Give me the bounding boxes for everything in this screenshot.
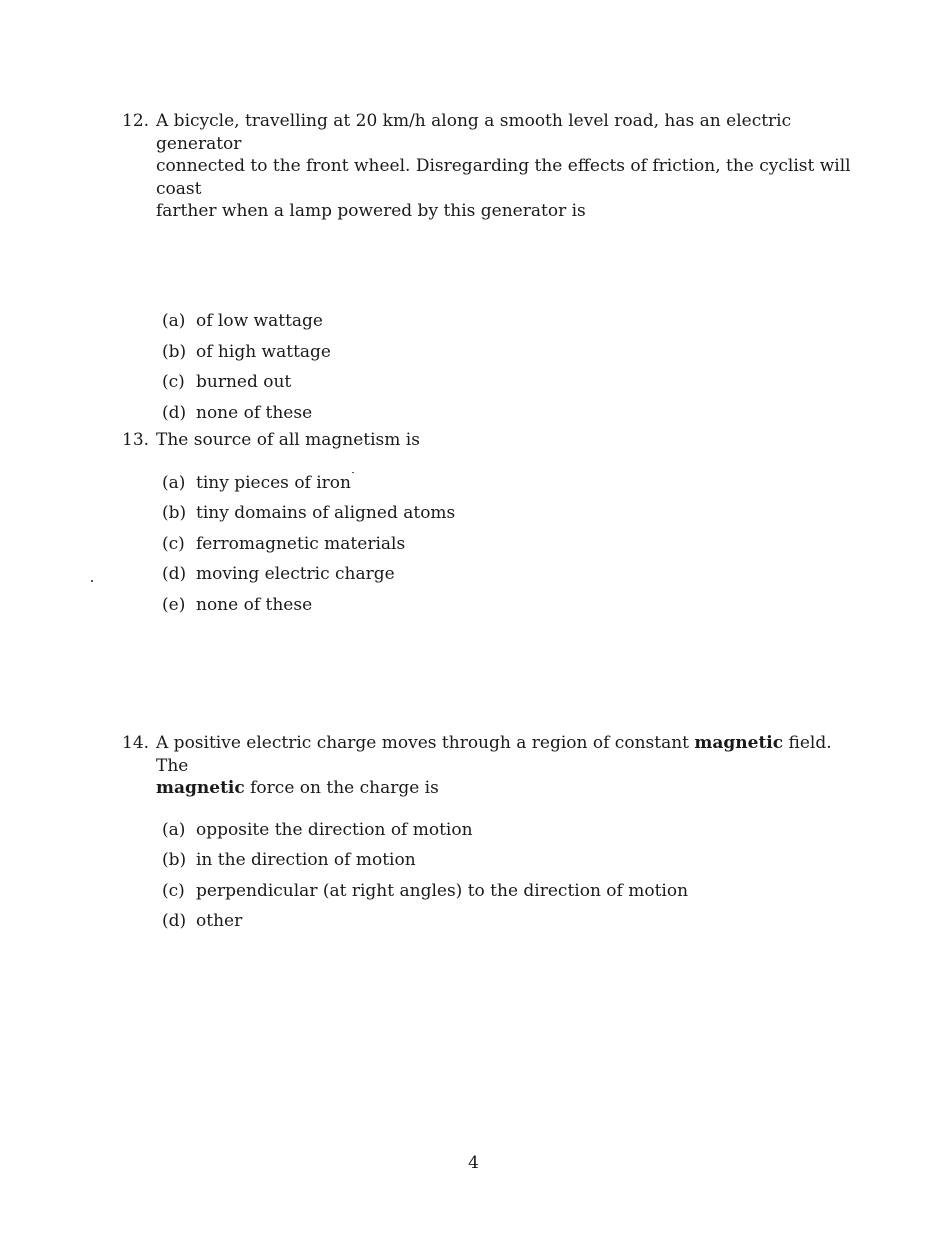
option-label: (d)	[162, 910, 187, 931]
option-d[interactable]	[162, 910, 242, 932]
option-text: tiny domains of aligned atoms	[196, 502, 456, 523]
question-stem	[122, 110, 862, 223]
option-d[interactable]	[162, 402, 312, 424]
option-text: in the direction of motion	[196, 849, 416, 870]
option-text: ferromagnetic materials	[196, 533, 406, 554]
option-text: none of these	[196, 402, 313, 423]
question-text	[156, 732, 862, 800]
option-label: (a)	[162, 472, 186, 493]
stem-text: field. The	[156, 733, 832, 776]
option-text: of low wattage	[196, 310, 323, 331]
stem-line: farther when a lamp powered by this generator is	[156, 201, 586, 221]
option-a[interactable]	[162, 310, 323, 332]
option-label: (c)	[162, 371, 185, 392]
option-text: perpendicular (at right angles) to the direction of motion	[196, 880, 689, 901]
option-label: (b)	[162, 502, 187, 523]
page-number: 4	[468, 1153, 479, 1173]
question-12	[122, 110, 862, 423]
question-text	[156, 110, 862, 223]
option-b[interactable]	[162, 502, 455, 524]
option-label: (d)	[162, 563, 187, 584]
option-text: tiny pieces of iron	[196, 472, 351, 493]
option-text: moving electric charge	[196, 563, 395, 584]
question-number: 12.	[122, 111, 150, 131]
question-text	[156, 429, 862, 452]
option-text: none of these	[196, 594, 313, 615]
option-c[interactable]	[162, 371, 291, 393]
question-number: 13.	[122, 430, 150, 450]
option-b[interactable]	[162, 849, 416, 871]
option-label: (c)	[162, 533, 185, 554]
option-label: (a)	[162, 310, 186, 331]
option-label: (c)	[162, 880, 185, 901]
option-label: (b)	[162, 341, 187, 362]
stem-text: A positive electric charge moves through a region of constant	[156, 733, 695, 753]
option-text: opposite the direction of motion	[196, 819, 473, 840]
emphasized-term: magnetic	[694, 733, 784, 753]
option-a[interactable]	[162, 819, 473, 841]
option-b[interactable]	[162, 341, 331, 363]
option-e[interactable]	[162, 594, 312, 616]
question-14	[122, 732, 862, 931]
emphasized-term: magnetic	[156, 778, 245, 798]
option-c[interactable]	[162, 533, 405, 555]
option-text: of high wattage	[196, 341, 331, 362]
option-label: (b)	[162, 849, 187, 870]
option-label: (d)	[162, 402, 187, 423]
question-number: 14.	[122, 733, 150, 753]
option-text: burned out	[196, 371, 292, 392]
question-13	[122, 429, 862, 615]
option-c[interactable]	[162, 880, 688, 902]
option-label: (a)	[162, 819, 186, 840]
stem-line: The source of all magnetism is	[156, 430, 420, 450]
option-text: other	[196, 910, 243, 931]
stem-text: force on the charge is	[244, 778, 439, 798]
stem-line: connected to the front wheel. Disregarding the effects of friction, the cyclist will coast	[156, 156, 851, 199]
question-stem	[122, 429, 862, 452]
scan-speck	[352, 472, 354, 473]
question-stem	[122, 732, 862, 800]
option-label: (e)	[162, 594, 186, 615]
option-d[interactable]	[162, 563, 395, 585]
option-a[interactable]	[162, 472, 351, 494]
scan-speck	[91, 580, 93, 582]
stem-line: A bicycle, travelling at 20 km/h along a smooth level road, has an electric generator	[156, 111, 792, 154]
